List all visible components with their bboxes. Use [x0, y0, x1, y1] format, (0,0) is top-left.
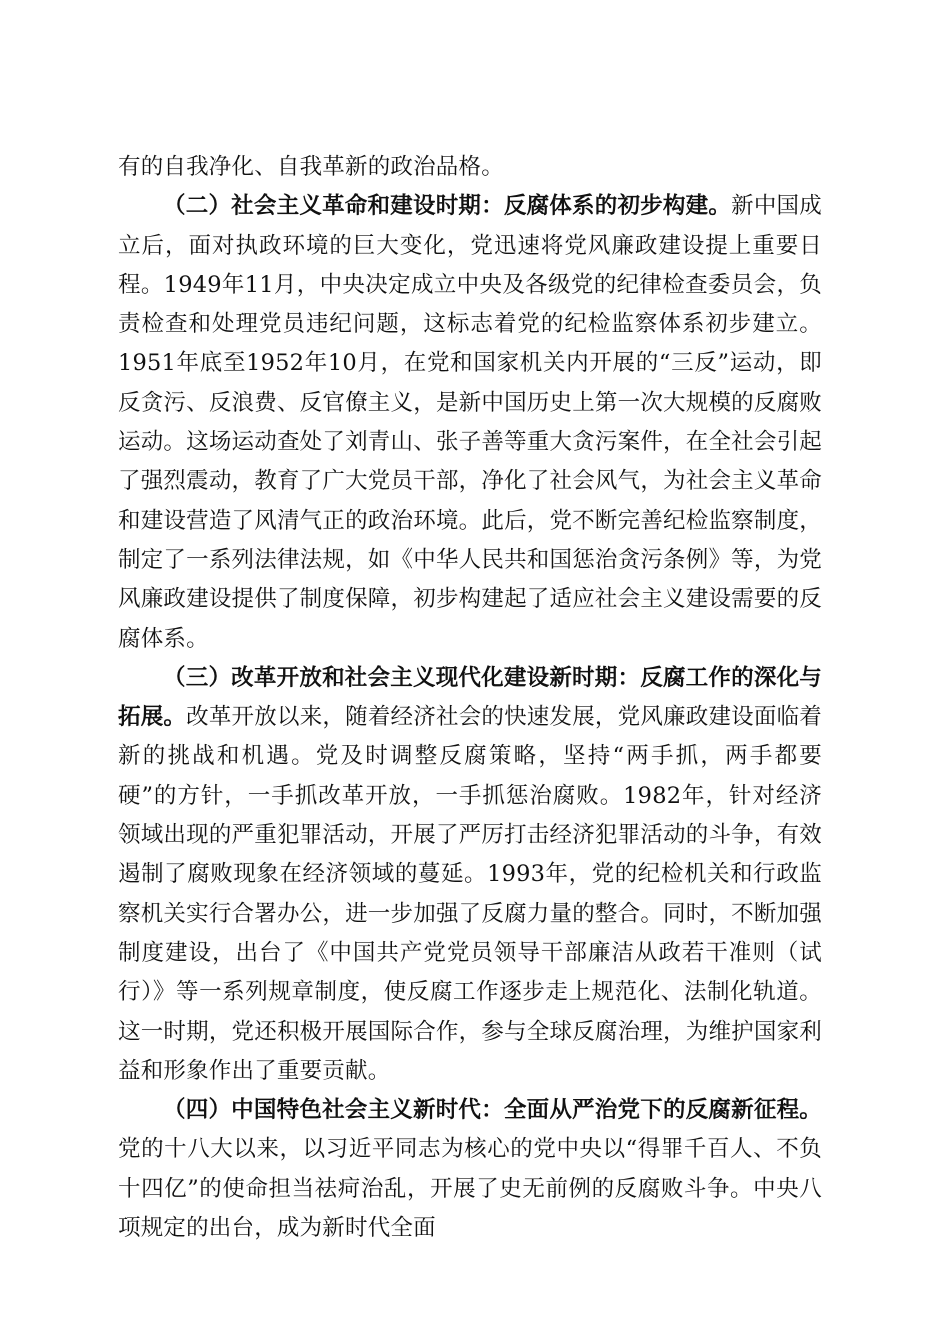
document-body — [118, 148, 822, 1248]
paragraph-text: 党的十八大以来，以习近平同志为核心的党中央以“得罪千百人、不负十四亿”的使命担当祛疴治乱，开展了史无前例的反腐败斗争。中央八项规定的出台，成为新时代全面 — [118, 1136, 822, 1242]
paragraph-text: 新中国成立后，面对执政环境的巨大变化，党迅速将党风廉政建设提上重要日程。1949年11月，中央决定成立中央及各级党的纪律检查委员会，负责检查和处理党员违纪问题，这标志着党的纪检监察体系初步建立。1951年底至1952年10月，在党和国家机关内开展的“三反”运动，即反贪污、反浪费、反官僚主义，是新中国历史上第一次大规模的反腐败运动。这场运动查处了刘青山、张子善等重大贪污案件，在全社会引起了强烈震动，教育了广大党员干部，净化了社会风气，为社会主义革命和建设营造了风清气正的政治环境。此后，党不断完善纪检监察制度，制定了一系列法律法规，如《中华人民共和国惩治贪污条例》等，为党风廉政建设提供了制度保障，初步构建起了适应社会主义建设需要的反腐体系。 — [118, 193, 822, 652]
section-heading: （四）中国特色社会主义新时代：全面从严治党下的反腐新征程。 — [163, 1097, 822, 1124]
section-heading: （三）改革开放和社会主义现代化建设新时期：反腐工作的深化与拓展。 — [118, 664, 822, 731]
section-heading: （二）社会主义革命和建设时期：反腐体系的初步构建。 — [163, 193, 732, 220]
paragraph-section-2 — [118, 187, 822, 659]
paragraph-continuation — [118, 148, 822, 187]
paragraph-text: 改革开放以来，随着经济社会的快速发展，党风廉政建设面临着新的挑战和机遇。党及时调整反腐策略，坚持“两手抓，两手都要硬”的方针，一手抓改革开放，一手抓惩治腐败。1982年，针对经济领域出现的严重犯罪活动，开展了严厉打击经济犯罪活动的斗争，有效遏制了腐败现象在经济领域的蔓延。1993年，党的纪检机关和行政监察机关实行合署办公，进一步加强了反腐力量的整合。同时，不断加强制度建设，出台了《中国共产党党员领导干部廉洁从政若干准则（试行）》等一系列规章制度，使反腐工作逐步走上规范化、法制化轨道。这一时期，党还积极开展国际合作，参与全球反腐治理，为维护国家利益和形象作出了重要贡献。 — [118, 704, 822, 1084]
paragraph-section-4 — [118, 1091, 822, 1248]
paragraph-text: 有的自我净化、自我革新的政治品格。 — [118, 154, 504, 180]
paragraph-section-3 — [118, 659, 822, 1091]
